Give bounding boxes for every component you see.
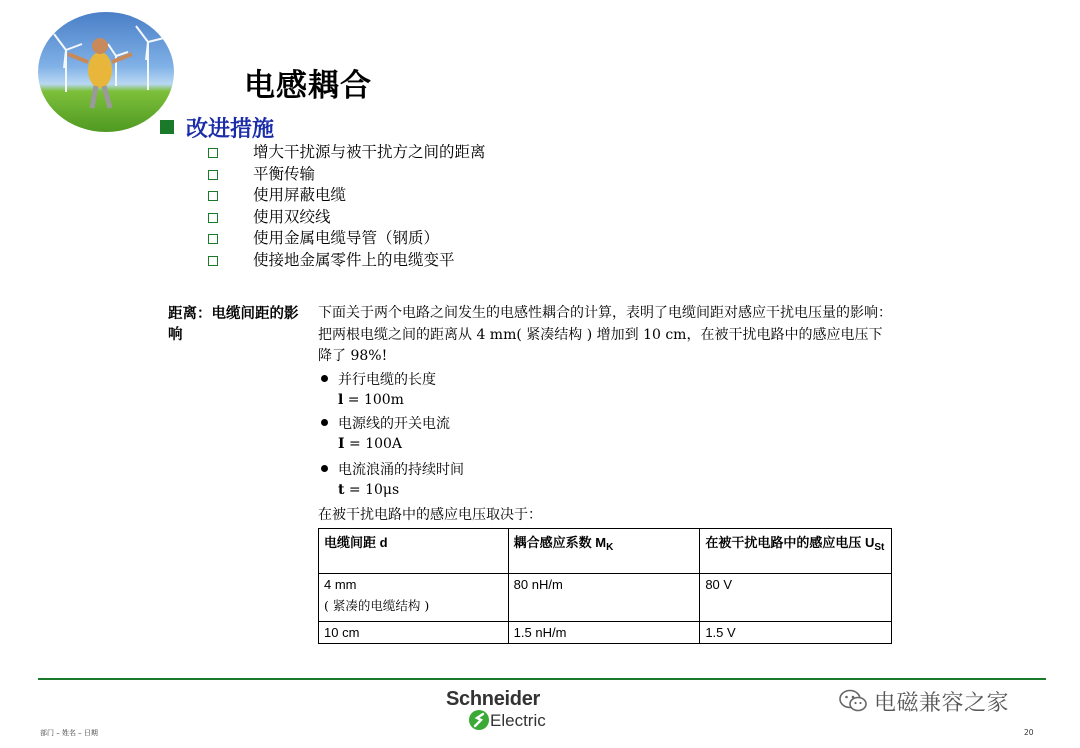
checkbox-square-icon xyxy=(208,191,218,201)
footer-divider xyxy=(38,678,1046,680)
bullet-dot-icon xyxy=(321,375,328,382)
checkbox-square-icon xyxy=(208,213,218,223)
section-bullet-icon xyxy=(160,120,174,134)
distance-side-label: 距离：电缆间距的影响 xyxy=(168,305,299,343)
distance-intro-paragraph: 下面关于两个电路之间发生的电感性耦合的计算，表明了电缆间距对感应干扰电压量的影响：把两根电缆之间的距离从 4 mm( 紧凑结构 ) 增加到 10 cm，在被干扰电路中的感应电压下降了 98%! xyxy=(318,305,892,364)
table-caption: 在被干扰电路中的感应电压取决于： xyxy=(318,507,542,523)
table-row: 10 cm 1.5 nH/m 1.5 V xyxy=(319,622,892,644)
wind-turbine-photo-icon xyxy=(38,12,174,132)
bullet-dot-icon xyxy=(321,465,328,472)
section-heading: 改进措施 xyxy=(186,117,275,142)
checkbox-square-icon xyxy=(208,148,218,158)
checkbox-square-icon xyxy=(208,256,218,266)
bullet-dot-icon xyxy=(321,419,328,426)
page-title: 电感耦合 xyxy=(244,68,372,104)
header-cable-distance: 电缆间距 d xyxy=(319,529,509,574)
wechat-icon xyxy=(838,688,868,714)
page-number: 20 xyxy=(1024,728,1034,737)
schneider-logo: Schneider Electric xyxy=(446,688,546,730)
header-induced-voltage: 在被干扰电路中的感应电压 $U_{St}$ xyxy=(700,529,892,574)
table-header-row xyxy=(319,529,892,574)
schneider-logo-mark-icon xyxy=(468,709,490,731)
watermark: 电磁兼容之家 xyxy=(838,686,1009,716)
header-photo xyxy=(38,12,174,132)
header-coupling-coefficient: 耦合感应系数 $M_K$ xyxy=(508,529,700,574)
checkbox-square-icon xyxy=(208,234,218,244)
table-row: 4 mm ( 紧凑的电缆结构 ) 80 nH/m 80 V xyxy=(319,574,892,622)
coupling-table xyxy=(318,528,892,644)
footer-meta: 部门 – 姓名 – 日期 xyxy=(40,729,98,737)
checkbox-square-icon xyxy=(208,170,218,180)
